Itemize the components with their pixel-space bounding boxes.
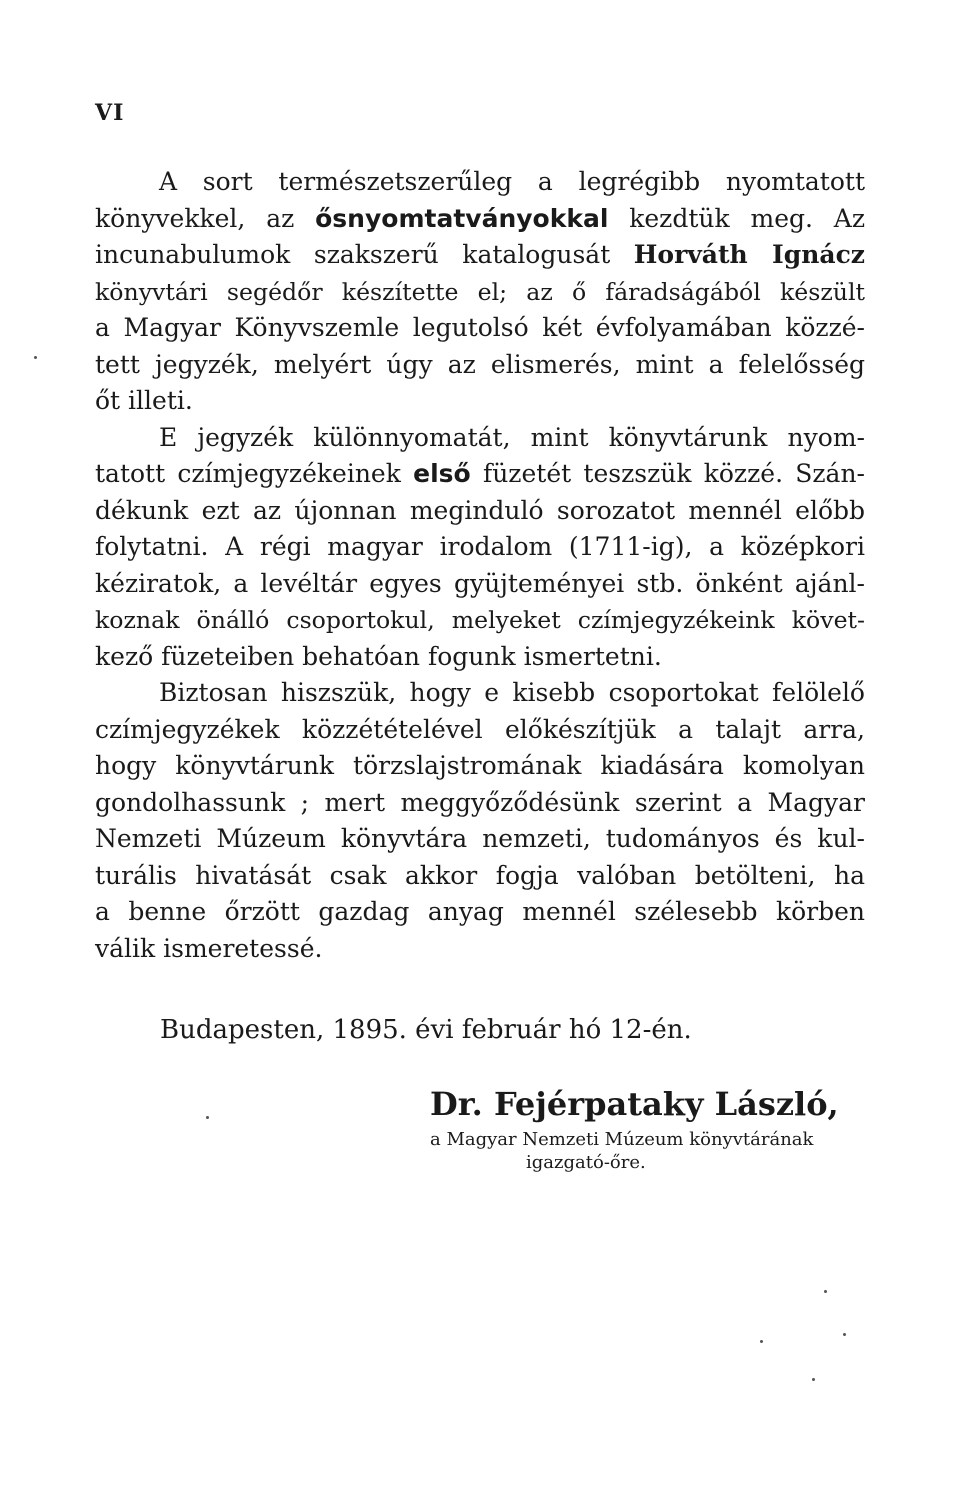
body-text [95, 164, 865, 967]
text-line: könyvekkel, az ősnyomtatványokkal kezdtük meg. Az [95, 203, 865, 233]
scan-speck [34, 356, 37, 359]
text-line: czímjegyzékek közzétételével előkészítjük a talajt arra, [95, 714, 865, 744]
text-line: E jegyzék különnyomatát, mint könyvtárunk nyom- [159, 422, 865, 452]
text-line: a benne őrzött gazdag anyag mennél szélesebb körben [95, 897, 865, 926]
emphasis-name: Horváth Ignácz [633, 240, 865, 269]
emphasis-term: ősnyomtatványokkal [315, 203, 609, 233]
scan-speck [824, 1290, 827, 1293]
signature-role-line: igazgató-őre. [526, 1152, 646, 1173]
text-line: kéziratok, a levéltár egyes gyüjteményei stb. önként ajánl- [95, 568, 865, 598]
text-line: Biztosan hiszszük, hogy e kisebb csoportokat felölelő [159, 678, 865, 707]
text-line: folytatni. A régi magyar irodalom (1711-ig), a középkori [95, 532, 865, 561]
emphasis-term: első [413, 459, 471, 488]
text-line: dékunk ezt az újonnan meginduló sorozatot mennél előbb [95, 495, 865, 525]
text-line: koznak önálló csoportokul, melyeket czímjegyzékeink követ- [95, 606, 865, 634]
text-line: a Magyar Könyvszemle legutolsó két évfolyamában közzé- [95, 313, 865, 342]
text-line: hogy könyvtárunk törzslajstromának kiadására komolyan [95, 751, 865, 780]
text-line: Nemzeti Múzeum könyvtára nemzeti, tudományos és kul- [95, 824, 865, 853]
scan-speck [812, 1378, 815, 1381]
text-line: incunabulumok szakszerű katalogusát Horváth Ignácz [95, 240, 865, 269]
text-line: őt illeti. [95, 386, 193, 415]
text-line: könyvtári segédőr készítette el; az ő fáradságából készült [95, 277, 865, 306]
signature-name: Dr. Fejérpataky László, [430, 1085, 839, 1123]
scan-speck [843, 1333, 846, 1336]
signature-role [430, 1128, 830, 1174]
text-line: gondolhassunk ; mert meggyőződésünk szerint a Magyar [95, 787, 865, 817]
text-line: tett jegyzék, melyért úgy az elismerés, mint a felelősség [95, 349, 865, 379]
scan-speck [206, 1116, 209, 1119]
text-line: kező füzeteiben behatóan fogunk ismertetni. [95, 641, 662, 671]
dateline: Budapesten, 1895. évi február hó 12-én. [160, 1015, 692, 1045]
page-number: VI [95, 100, 125, 126]
text-line: válik ismeretessé. [95, 933, 323, 963]
text-line: A sort természetszerűleg a legrégibb nyomtatott [159, 167, 865, 196]
text-line: turális hivatását csak akkor fogja valóban betölteni, ha [95, 860, 865, 890]
text-line: tatott czímjegyzékeinek első füzetét teszszük közzé. Szán- [95, 459, 865, 488]
scan-speck [760, 1340, 763, 1343]
signature-role-line: a Magyar Nemzeti Múzeum könyvtárának [430, 1129, 814, 1150]
